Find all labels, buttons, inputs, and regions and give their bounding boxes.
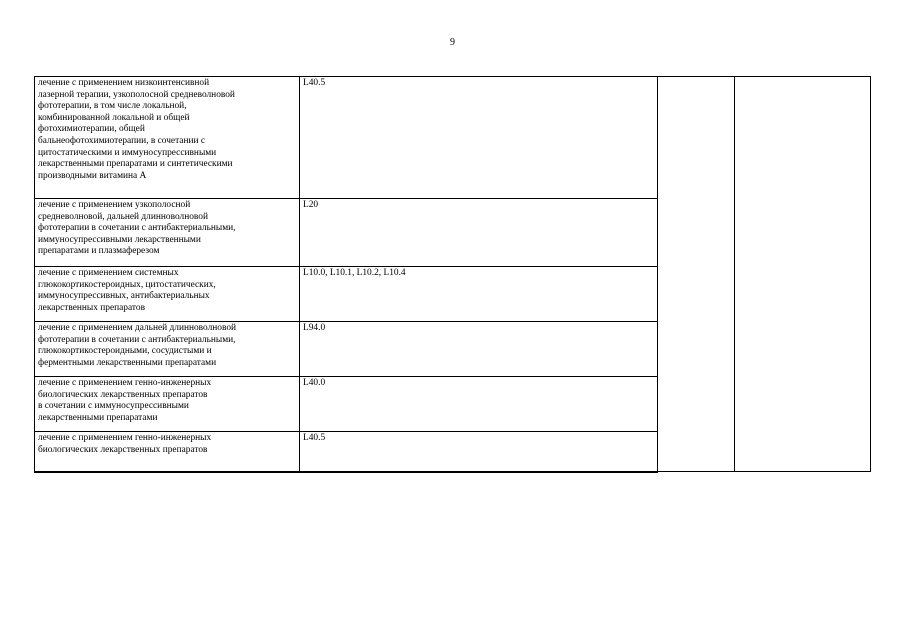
code-text: L20 xyxy=(303,200,319,210)
code-text: L40.5 xyxy=(303,78,326,88)
description-cell xyxy=(35,199,300,267)
code-cell xyxy=(300,199,658,267)
code-cell xyxy=(300,432,658,472)
description-cell xyxy=(35,432,300,472)
code-text: L10.0, L10.1, L10.2, L10.4 xyxy=(303,268,406,278)
description-text: лечение с применением дальней длинноволновой фототерапии в сочетании с антибактериальными, глюкокортикостероидными, сосудистыми и ферментными лекарственными препаратами xyxy=(38,323,237,368)
description-text: лечение с применением низкоинтенсивной лазерной терапии, узкополосной средневолновой фототерапии, в том числе локальной, комбинированной локальной и общей фотохимиотерапии, общей бальнеофотохимиотерапии, в сочетании с цитостатическими и иммуносупрессивными лекарственными препаратами и синтетическими производными витамина А xyxy=(38,78,235,181)
description-cell xyxy=(35,322,300,377)
code-cell xyxy=(300,322,658,377)
description-text: лечение с применением генно-инженерных биологических лекарственных препаратов в сочетании с иммуносупрессивными лекарственными препаратами xyxy=(38,378,212,423)
merged-empty-cell-a xyxy=(658,77,735,472)
table-row xyxy=(35,77,871,199)
treatment-table xyxy=(34,76,871,473)
description-cell xyxy=(35,377,300,432)
merged-empty-cell-b xyxy=(735,77,871,472)
code-cell xyxy=(300,377,658,432)
description-cell xyxy=(35,267,300,322)
code-cell xyxy=(300,77,658,199)
code-text: L40.5 xyxy=(303,433,326,443)
code-text: L40.0 xyxy=(303,378,326,388)
page-number: 9 xyxy=(450,37,455,48)
description-text: лечение с применением генно-инженерных биологических лекарственных препаратов xyxy=(38,433,212,455)
code-text: L94.0 xyxy=(303,323,326,333)
code-cell xyxy=(300,267,658,322)
description-text: лечение с применением узкополосной средневолновой, дальней длинноволновой фототерапии в сочетании с антибактериальными, иммуносупрессивными лекарственными препаратами и плазмаферезом xyxy=(38,200,236,257)
description-text: лечение с применением системных глюкокортикостероидных, цитостатических, иммуносупрессивных, антибактериальных лекарственных препаратов xyxy=(38,268,216,313)
description-cell xyxy=(35,77,300,199)
